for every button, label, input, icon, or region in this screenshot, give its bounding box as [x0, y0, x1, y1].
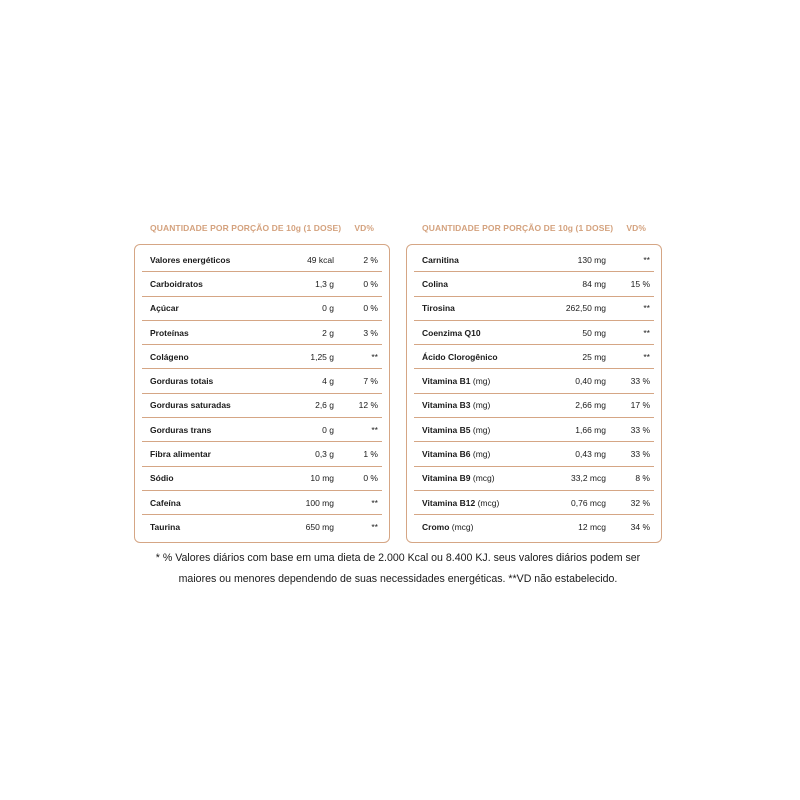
nutrient-name — [142, 498, 264, 508]
nutrient-name — [142, 449, 264, 459]
nutrient-name — [142, 352, 264, 362]
nutrient-name — [142, 328, 264, 338]
nutrient-amount: 262,50 mg — [565, 303, 606, 314]
nutrient-label: Proteínas — [150, 327, 189, 338]
table-row — [142, 442, 382, 466]
nutrient-vd: 17 % — [630, 400, 650, 411]
nutrient-amount: 10 mg — [310, 473, 334, 484]
nutrient-name — [142, 473, 264, 483]
table-body — [134, 244, 390, 543]
table-row — [414, 442, 654, 466]
nutrient-vd: ** — [371, 497, 378, 508]
table-row — [142, 345, 382, 369]
nutrient-amount: 1,3 g — [315, 278, 334, 289]
table-row — [142, 297, 382, 321]
nutrient-name — [142, 376, 264, 386]
table-row — [414, 272, 654, 296]
nutrient-vd: ** — [643, 327, 650, 338]
nutrient-name — [414, 328, 536, 338]
nutrient-vd: 0 % — [363, 303, 378, 314]
nutrient-label: Colina — [422, 278, 448, 289]
nutrient-name — [414, 352, 536, 362]
nutrient-label: Cromo — [422, 521, 450, 532]
table-row — [414, 515, 654, 538]
nutrient-vd: ** — [643, 254, 650, 265]
table-row — [142, 418, 382, 442]
nutrient-label: Valores energéticos — [150, 254, 231, 265]
nutrient-amount: 100 mg — [305, 497, 334, 508]
table-row — [414, 248, 654, 272]
table-row — [142, 369, 382, 393]
nutrient-label: Carboidratos — [150, 278, 203, 289]
nutrient-vd: ** — [371, 351, 378, 362]
table-row — [414, 321, 654, 345]
nutrient-name — [414, 449, 536, 459]
nutrient-label: Vitamina B12 — [422, 497, 476, 508]
table-row — [414, 345, 654, 369]
table-row — [142, 248, 382, 272]
nutrient-name — [414, 473, 536, 483]
nutrient-label: Gorduras totais — [150, 376, 214, 387]
table-row — [414, 418, 654, 442]
nutrient-amount: 0,76 mcg — [571, 497, 606, 508]
nutrient-vd: ** — [643, 303, 650, 314]
nutrient-amount: 1,25 g — [310, 351, 334, 362]
nutrient-label: Vitamina B3 — [422, 400, 471, 411]
nutrient-name — [414, 522, 536, 532]
footnote — [134, 548, 662, 590]
nutrient-label: Gorduras saturadas — [150, 400, 231, 411]
table-row — [414, 467, 654, 491]
nutrient-amount: 4 g — [322, 376, 334, 387]
header-quantity: QUANTIDADE POR PORÇÃO DE 10g (1 DOSE) — [150, 223, 342, 233]
nutrient-label: Cafeína — [150, 497, 181, 508]
nutrient-label: Colágeno — [150, 351, 189, 362]
footnote-line-1: * % Valores diários com base em uma dieta de 2.000 Kcal ou 8.400 KJ. seus valores diários podem ser — [155, 552, 641, 564]
nutrient-label: Vitamina B9 — [422, 473, 471, 484]
nutrient-name — [414, 425, 536, 435]
nutrient-label: Taurina — [150, 521, 181, 532]
table-row — [142, 467, 382, 491]
nutrient-amount: 50 mg — [582, 327, 606, 338]
nutrient-amount: 12 mcg — [578, 521, 606, 532]
nutrient-unit: (mcg) — [449, 521, 474, 532]
nutrient-amount: 2 g — [322, 327, 334, 338]
nutrient-amount: 0,40 mg — [575, 376, 606, 387]
nutrient-name — [414, 376, 536, 386]
nutrient-label: Tirosina — [422, 303, 455, 314]
nutrient-vd: 33 % — [630, 376, 650, 387]
nutrient-unit: (mcg) — [475, 497, 500, 508]
table-header — [406, 220, 662, 238]
nutrient-unit: (mg) — [470, 424, 491, 435]
nutrient-vd: ** — [371, 424, 378, 435]
nutrient-vd: ** — [643, 351, 650, 362]
nutrient-amount: 1,66 mg — [575, 424, 606, 435]
nutrition-table-right — [406, 220, 662, 543]
nutrient-label: Vitamina B1 — [422, 376, 471, 387]
header-vd: VD% — [626, 223, 646, 233]
nutrient-amount: 25 mg — [582, 351, 606, 362]
table-row — [414, 394, 654, 418]
nutrient-name — [142, 255, 264, 265]
nutrient-vd: 15 % — [630, 278, 650, 289]
table-row — [414, 297, 654, 321]
header-quantity: QUANTIDADE POR PORÇÃO DE 10g (1 DOSE) — [422, 223, 614, 233]
nutrient-amount: 0 g — [322, 303, 334, 314]
table-header — [134, 220, 390, 238]
nutrient-vd: 0 % — [363, 278, 378, 289]
header-vd: VD% — [354, 223, 374, 233]
nutrient-vd: 34 % — [630, 521, 650, 532]
nutrient-name — [142, 303, 264, 313]
nutrient-amount: 0,3 g — [315, 449, 334, 460]
footnote-line-2: maiores ou menores dependendo de suas necessidades energéticas. **VD não estabelecido. — [178, 573, 618, 585]
table-row — [414, 491, 654, 515]
table-body — [406, 244, 662, 543]
table-row — [142, 321, 382, 345]
nutrient-unit: (mg) — [470, 449, 491, 460]
nutrient-amount: 2,6 g — [315, 400, 334, 411]
nutrient-unit: (mcg) — [470, 473, 495, 484]
nutrient-vd: 0 % — [363, 473, 378, 484]
nutrient-amount: 49 kcal — [307, 254, 334, 265]
nutrient-vd: 2 % — [363, 254, 378, 265]
nutrient-amount: 84 mg — [582, 278, 606, 289]
nutrient-vd: ** — [371, 521, 378, 532]
nutrient-vd: 8 % — [635, 473, 650, 484]
nutrient-amount: 0 g — [322, 424, 334, 435]
nutrient-label: Fibra alimentar — [150, 449, 211, 460]
nutrient-vd: 1 % — [363, 449, 378, 460]
nutrient-unit: (mg) — [470, 376, 491, 387]
table-row — [142, 515, 382, 538]
nutrient-vd: 12 % — [358, 400, 378, 411]
nutrient-name — [414, 279, 536, 289]
nutrient-label: Açúcar — [150, 303, 179, 314]
nutrient-amount: 2,66 mg — [575, 400, 606, 411]
nutrient-label: Vitamina B5 — [422, 424, 471, 435]
nutrient-vd: 7 % — [363, 376, 378, 387]
nutrient-amount: 33,2 mcg — [571, 473, 606, 484]
nutrient-name — [414, 400, 536, 410]
nutrient-vd: 3 % — [363, 327, 378, 338]
nutrient-amount: 130 mg — [577, 254, 606, 265]
nutrient-unit: (mg) — [470, 400, 491, 411]
table-row — [142, 394, 382, 418]
table-row — [142, 272, 382, 296]
nutrient-name — [142, 279, 264, 289]
nutrient-label: Coenzima Q10 — [422, 327, 481, 338]
nutrient-vd: 32 % — [630, 497, 650, 508]
nutrient-name — [414, 303, 536, 313]
nutrient-name — [142, 522, 264, 532]
nutrient-vd: 33 % — [630, 424, 650, 435]
nutrient-name — [142, 425, 264, 435]
nutrient-label: Sódio — [150, 473, 174, 484]
nutrient-label: Carnitina — [422, 254, 459, 265]
nutrient-name — [414, 498, 536, 508]
nutrient-label: Ácido Clorogênico — [422, 351, 498, 362]
nutrient-vd: 33 % — [630, 449, 650, 460]
nutrient-name — [414, 255, 536, 265]
nutrient-amount: 650 mg — [305, 521, 334, 532]
table-row — [142, 491, 382, 515]
nutrient-label: Vitamina B6 — [422, 449, 471, 460]
nutrition-table-left — [134, 220, 390, 543]
nutrient-name — [142, 400, 264, 410]
nutrient-label: Gorduras trans — [150, 424, 212, 435]
nutrient-amount: 0,43 mg — [575, 449, 606, 460]
table-row — [414, 369, 654, 393]
